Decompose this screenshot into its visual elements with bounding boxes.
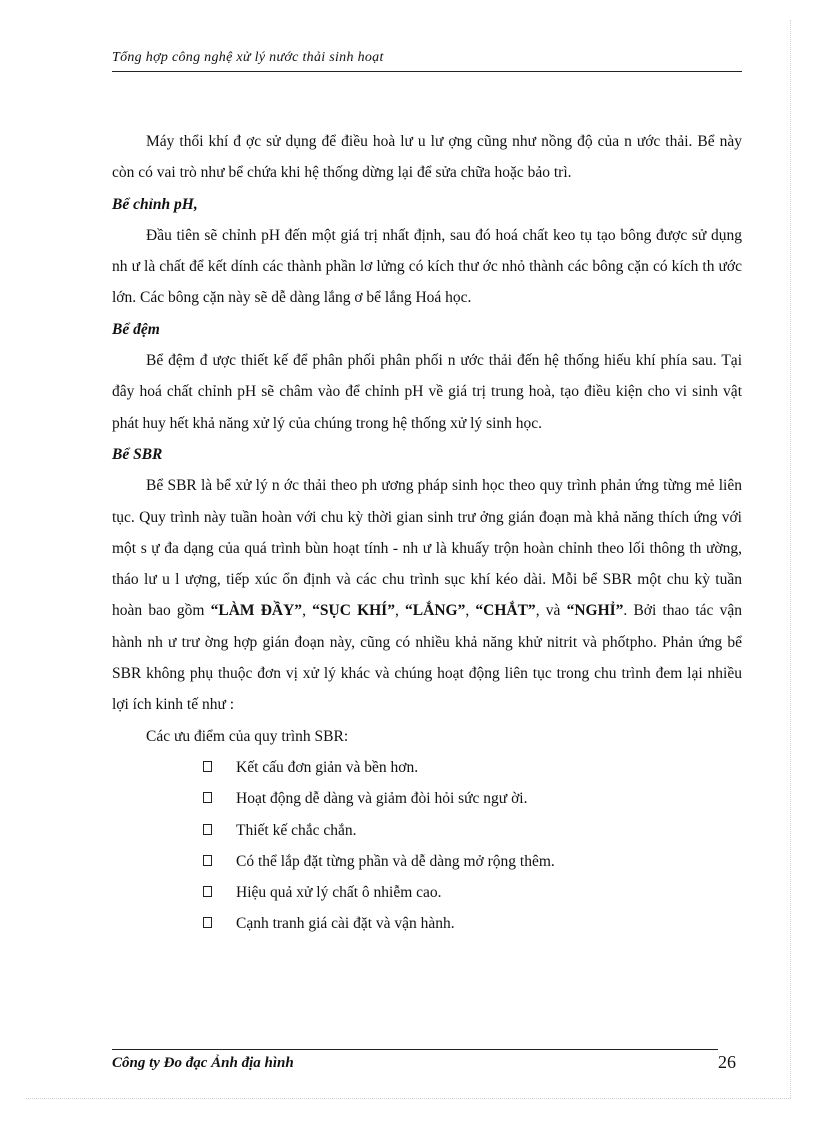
phase-idle: “NGHỈ” (566, 602, 624, 620)
list-item-text: Hoạt động dễ dàng và giảm đòi hỏi sức ngư ời. (236, 790, 528, 808)
heading-ph-tank: Bể chỉnh pH, (112, 195, 198, 213)
sbr-text-part-1: Bể SBR là bể xử lý n ớc thải theo ph ương pháp sinh học theo quy trình phản ứng từng mẻ liên tục. Quy trình này tuần hoàn với chu kỳ thời gian sinh trư ởng gián đoạn mà khả năng thích ứng với một s ự đa dạng của quá trình bùn hoạt tính - nh ư là khuấy trộn hoàn chỉnh theo lối thông th ường, tháo lư u l ượng, tiếp xúc ổn định và các chu trình sục khí kéo dài. Mỗi bể SBR một chu kỳ tuần hoàn bao gồm (112, 477, 742, 620)
phase-aerate: “SỤC KHÍ” (312, 602, 395, 620)
heading-sbr-tank: Bể SBR (112, 445, 163, 463)
footer-company: Công ty Đo đạc Ảnh địa hình (112, 1055, 294, 1071)
list-item (203, 783, 742, 814)
list-item-text: Có thể lắp đặt từng phần và dễ dàng mở rộng thêm. (236, 852, 555, 870)
heading-buffer-tank: Bể đệm (112, 320, 160, 338)
advantages-list (112, 752, 742, 940)
list-item (203, 877, 742, 908)
footer-divider (112, 1049, 718, 1050)
separator: , (302, 602, 313, 620)
checkbox-bullet-icon (203, 824, 212, 835)
page-edge-bottom (26, 1098, 791, 1099)
phase-settle: “LẮNG” (405, 602, 466, 620)
checkbox-bullet-icon (203, 917, 212, 928)
page-number: 26 (718, 1052, 736, 1072)
list-item (203, 752, 742, 783)
header-divider (112, 71, 742, 72)
separator: , (394, 602, 406, 620)
list-item (203, 908, 742, 939)
checkbox-bullet-icon (203, 855, 212, 866)
checkbox-bullet-icon (203, 792, 212, 803)
page-header: Tổng hợp công nghệ xử lý nước thải sinh hoạt (112, 50, 384, 65)
checkbox-bullet-icon (203, 886, 212, 897)
phase-decant: “CHẮT” (475, 602, 536, 620)
list-item (203, 815, 742, 846)
paragraph-buffer-tank: Bể đệm đ ược thiết kế để phân phối phân phối n ước thải đến hệ thống hiếu khí phía sau. Tại đây hoá chất chỉnh pH sẽ châm vào để chỉnh pH về giá trị trung hoà, tạo điều kiện cho vi sinh vật phát huy hết khả năng xử lý của chúng trong hệ thống xử lý sinh học. (112, 352, 742, 432)
separator: , và (535, 602, 567, 620)
advantages-intro: Các ưu điểm của quy trình SBR: (146, 727, 349, 745)
list-item (203, 846, 742, 877)
document-body (112, 126, 742, 940)
paragraph-ph-tank: Đầu tiên sẽ chỉnh pH đến một giá trị nhất định, sau đó hoá chất keo tụ tạo bông được sử dụng nh ư là chất để kết dính các thành phần lơ lửng có kích thư ớc nhỏ thành các bông cặn có kích th ước lớn. Các bông cặn này sẽ dễ dàng lắng ơ bể lắng Hoá học. (112, 226, 742, 307)
paragraph-sbr-tank (112, 470, 742, 720)
sbr-text-part-2: . Bởi thao tác vận hành nh ư trư ờng hợp gián đoạn này, cũng có nhiều khả năng khử nitrit và phốtpho. Phản ứng bể SBR không phụ thuộc đơn vị xử lý khác và chúng hoạt động liên tục trong chu trình đem lại nhiều lợi ích kinh tế như : (112, 602, 742, 714)
phase-fill: “LÀM ĐẦY” (210, 602, 303, 620)
list-item-text: Thiết kế chắc chắn. (236, 821, 357, 839)
list-item-text: Hiệu quả xử lý chất ô nhiễm cao. (236, 884, 442, 902)
list-item-text: Cạnh tranh giá cài đặt và vận hành. (236, 915, 455, 933)
list-item-text: Kết cấu đơn giản và bền hơn. (236, 758, 419, 776)
page-edge-right (790, 20, 791, 1098)
checkbox-bullet-icon (203, 761, 212, 772)
separator: , (465, 602, 476, 620)
paragraph-intro: Máy thổi khí đ ợc sử dụng để điều hoà lư u lư ợng cũng như nồng độ của n ước thải. Bể này còn có vai trò như bể chứa khi hệ thống dừng lại để sửa chữa hoặc bảo trì. (112, 133, 742, 182)
